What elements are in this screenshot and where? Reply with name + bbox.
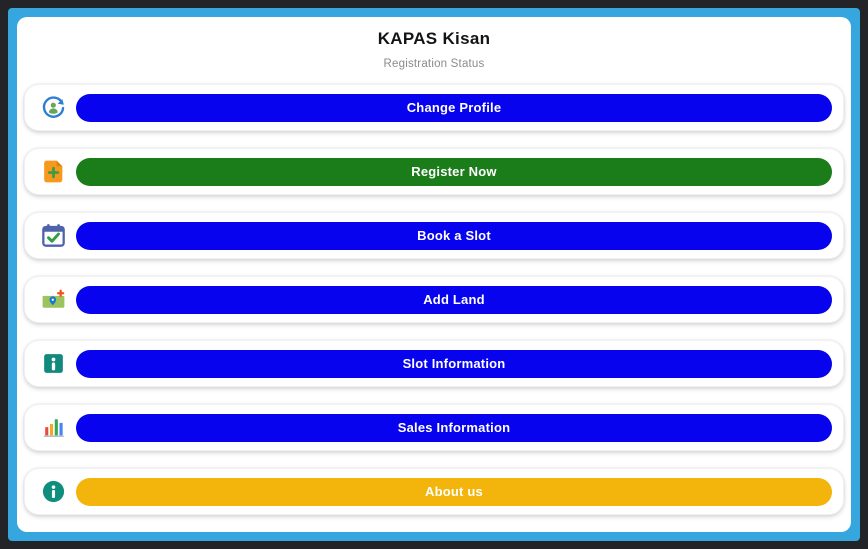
app-header [17, 17, 851, 70]
register-file-icon [37, 158, 69, 186]
slot-information-button[interactable]: Slot Information [76, 350, 832, 378]
bar-chart-icon [37, 414, 69, 442]
app-screen [17, 17, 851, 532]
menu-card [24, 148, 844, 195]
screen-border [8, 8, 860, 541]
menu-card [24, 212, 844, 259]
page-subtitle: Registration Status [383, 58, 485, 70]
info-circle-icon [37, 478, 69, 506]
page-title: KAPAS Kisan [377, 29, 491, 48]
sales-information-button[interactable]: Sales Information [76, 414, 832, 442]
menu-card [24, 340, 844, 387]
about-us-button[interactable]: About us [76, 478, 832, 506]
add-land-button[interactable]: Add Land [76, 286, 832, 314]
menu-card [24, 276, 844, 323]
menu-list [17, 70, 851, 515]
info-square-icon [37, 350, 69, 378]
menu-card [24, 84, 844, 131]
register-now-button[interactable]: Register Now [76, 158, 832, 186]
calendar-check-icon [37, 222, 69, 250]
book-a-slot-button[interactable]: Book a Slot [76, 222, 832, 250]
profile-refresh-icon [37, 94, 69, 122]
menu-card [24, 468, 844, 515]
change-profile-button[interactable]: Change Profile [76, 94, 832, 122]
add-land-icon [37, 286, 69, 314]
menu-card [24, 404, 844, 451]
